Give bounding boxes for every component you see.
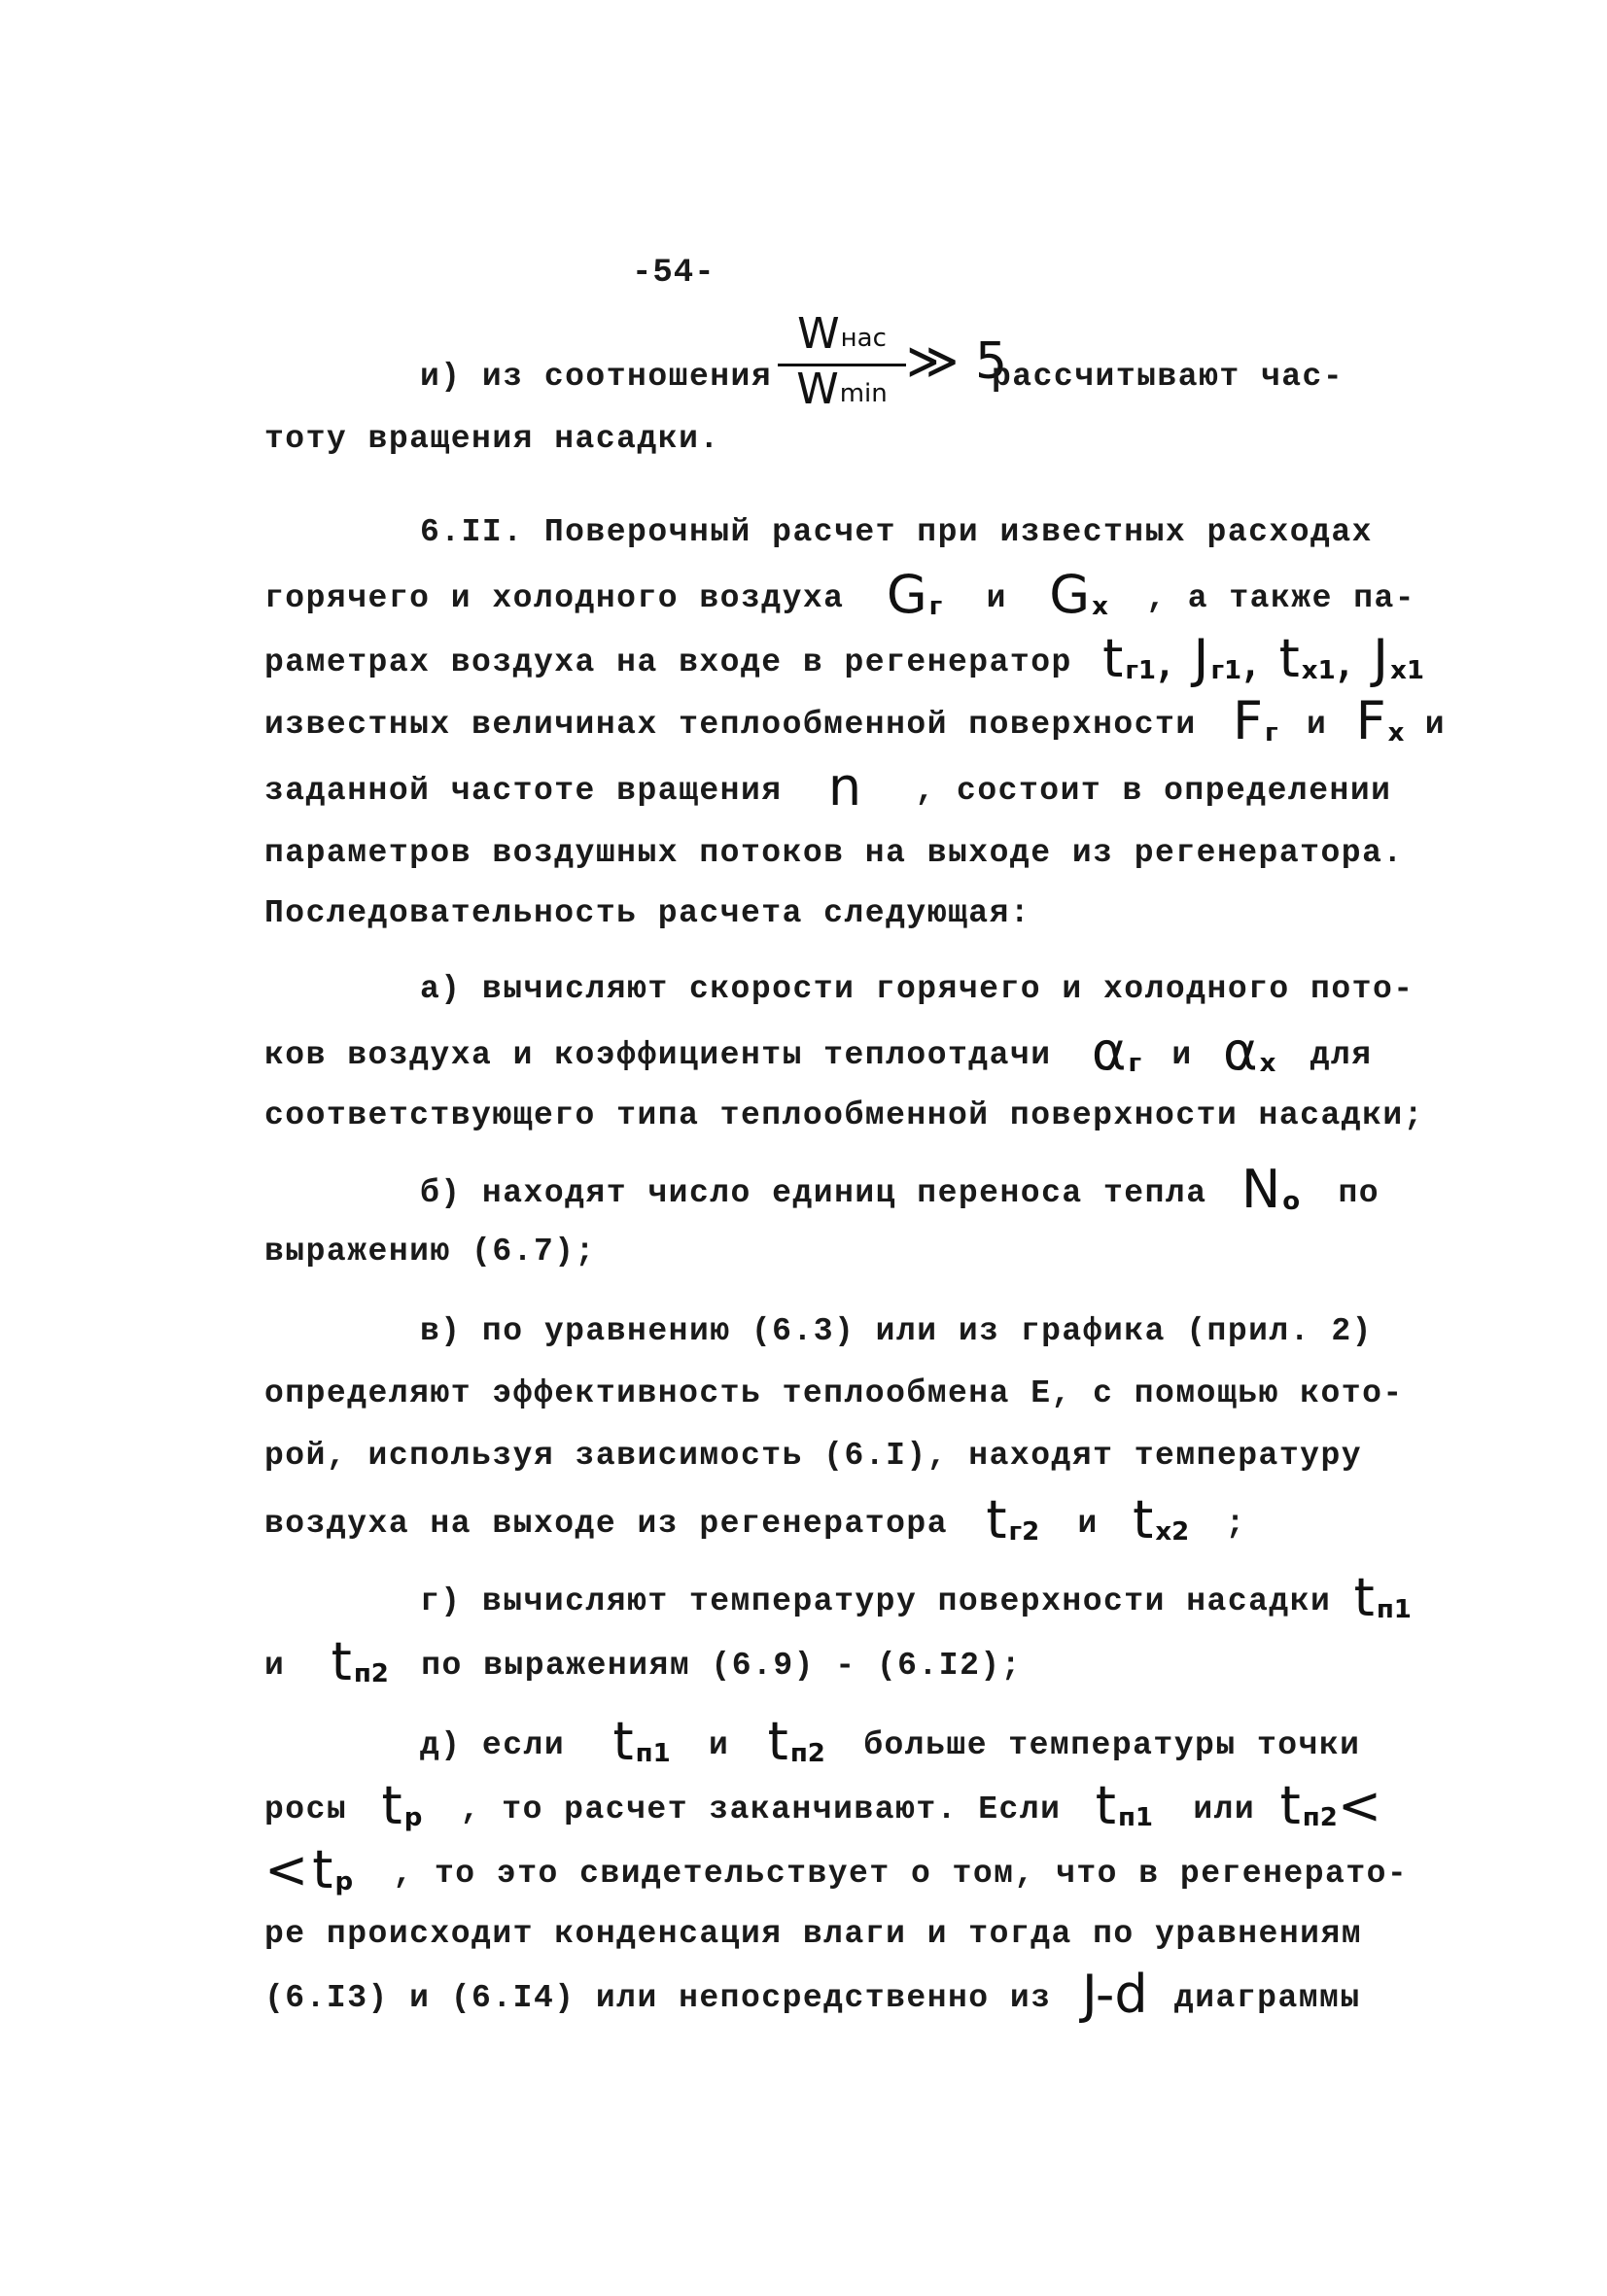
text-line: соответствующего типа теплообменной поверхности насадки;	[264, 1097, 1424, 1133]
text-line: и $t_{п2}$ по выражениям (6.9) - (6.I2);	[264, 1631, 1022, 1692]
less-than-sign: <	[264, 1839, 309, 1900]
page-number: -54-	[632, 255, 716, 292]
list-item-g: г) вычисляют температуру поверхности насадки $t_{п1}$	[420, 1567, 1412, 1628]
symbol-t-n1: $t_{п1}$	[1095, 1775, 1154, 1836]
symbol-t-r2: $t_{г2}$	[986, 1489, 1040, 1550]
text-line: ре происходит конденсация влаги и тогда по уравнениям	[264, 1916, 1363, 1952]
ratio-formula	[778, 311, 906, 417]
symbol-J-d: J-d	[1081, 1964, 1148, 2025]
symbol-J-x1: $J_{х1}$	[1373, 628, 1424, 689]
text-line: воздуха на выходе из регенератора $t_{г2}$ и $t_{х2}$ ;	[264, 1489, 1246, 1550]
text-line: $<t_р$ , то это свидетельствует о том, что в регенерато-	[264, 1839, 1409, 1900]
symbol-N0: $N_о$	[1240, 1159, 1301, 1220]
text-line: параметров воздушных потоков на выходе из регенератора.	[264, 835, 1404, 871]
section-heading: 6.II. Поверочный расчет при известных расходах	[420, 514, 1373, 550]
text-line: ков воздуха и коэффициенты теплоотдачи $\alpha_г$ и $\alpha_х$ для	[264, 1021, 1373, 1082]
symbol-t-n1: $t_{п1}$	[612, 1711, 671, 1772]
symbol-t-n2: $t_{п2}$	[767, 1711, 825, 1772]
text-line: росы $t_р$ , то расчет заканчивают. Если $t_{п1}$ или $t_{п2}<$	[264, 1775, 1382, 1836]
symbol-n: n	[827, 756, 862, 818]
text-line: раметрах воздуха на входе в регенератор $t_{г1}$, $J_{г1}$, $t_{х1}$, $J_{х1}$	[264, 628, 1424, 689]
symbol-alpha-r: $\alpha_г$	[1091, 1021, 1142, 1082]
symbol-t-p: $t_р$	[312, 1839, 354, 1900]
symbol-F-x: $F_х$	[1355, 690, 1405, 751]
list-item-b: б) находят число единиц переноса тепла $N_о$ по	[420, 1159, 1380, 1220]
symbol-t-p: $t_р$	[381, 1775, 423, 1836]
symbol-alpha-x: $\alpha_х$	[1222, 1021, 1276, 1082]
symbol-J-r1: $J_{г1}$	[1193, 628, 1242, 689]
list-item-a: а) вычисляют скорости горячего и холодного пото-	[420, 971, 1415, 1007]
text-line: заданной частоте вращения n , состоит в определении	[264, 756, 1392, 818]
symbol-t-x1: $t_{х1}$	[1278, 628, 1336, 689]
symbol-t-r1: $t_{г1}$	[1102, 628, 1157, 689]
less-than-sign: <	[1337, 1775, 1382, 1836]
text-line: горячего и холодного воздуха $G_г$ и $G_х$ , а также па-	[264, 564, 1416, 625]
text-line: известных величинах теплообменной поверхности $F_г$ и $F_х$ и	[264, 690, 1447, 751]
text-line: и) из соотношения	[420, 359, 773, 395]
symbol-t-n2: $t_{п2}$	[331, 1631, 389, 1692]
symbol-t-n1: $t_{п1}$	[1353, 1567, 1412, 1628]
text-line: Последовательность расчета следующая:	[264, 895, 1031, 931]
symbol-t-n2: $t_{п2}$	[1279, 1775, 1338, 1836]
list-item-d: д) если $t_{п1}$ и $t_{п2}$ больше температуры точки	[420, 1711, 1361, 1772]
list-item-v: в) по уравнению (6.3) или из графика (прил. 2)	[420, 1313, 1373, 1349]
ratio-numerator: $W_{нас}$	[778, 311, 906, 366]
text-line: определяют эффективность теплообмена E, с помощью кото-	[264, 1375, 1404, 1411]
text-line: выражению (6.7);	[264, 1234, 596, 1270]
ratio-relation: ≫ 5	[906, 332, 1008, 391]
text-line: тоту вращения насадки.	[264, 421, 720, 457]
ratio-denominator: $W_{min}$	[796, 365, 888, 414]
symbol-G-x: $G_х$	[1049, 564, 1108, 625]
symbol-t-x2: $t_{х2}$	[1133, 1489, 1190, 1550]
text-line: (6.I3) и (6.I4) или непосредственно из J-d диаграммы	[264, 1964, 1361, 2025]
text-line: рассчитывают час-	[992, 359, 1345, 395]
text-line: рой, используя зависимость (6.I), находят температуру	[264, 1438, 1363, 1474]
symbol-F-r: $F_г$	[1232, 690, 1278, 751]
symbol-G-r: $G_г$	[886, 564, 943, 625]
